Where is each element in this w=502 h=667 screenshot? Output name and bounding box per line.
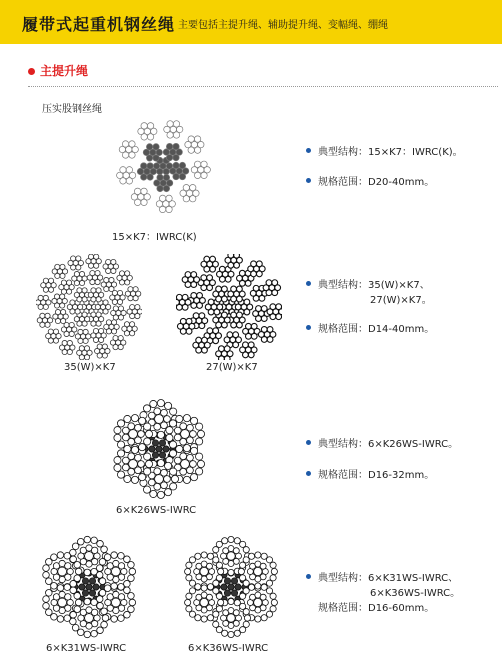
bullet-icon (306, 325, 311, 330)
rope-diagram-35wxk7 (36, 254, 142, 360)
rope-caption-15xk7: 15×K7：IWRC(K) (112, 232, 197, 243)
section-bullet-icon (28, 68, 35, 75)
bullet-icon (306, 574, 311, 579)
rope-caption-27wxk7: 27(W)×K7 (206, 362, 258, 373)
spec-structure-cont: 6×K36WS-IWRC。 (370, 588, 461, 599)
page-subtitle: 主要包括主提升绳、辅助提升绳、变幅绳、绷绳 (178, 20, 388, 31)
spec-range: 规格范围：D20-40mm。 (318, 177, 435, 188)
bullet-icon (306, 148, 311, 153)
section-title: 主提升绳 (40, 64, 89, 78)
rope-caption-6xk36ws: 6×K36WS-IWRC (188, 643, 269, 654)
rope-caption-6xk26ws: 6×K26WS-IWRC (116, 505, 197, 516)
bullet-icon (306, 281, 311, 286)
bullet-icon (306, 440, 311, 445)
rope-caption-35wxk7: 35(W)×K7 (64, 362, 116, 373)
bullet-icon (306, 471, 311, 476)
spec-structure: 典型结构：35(W)×K7、 (318, 280, 430, 291)
bullet-icon (306, 178, 311, 183)
rope-diagram-6xk31ws (36, 534, 142, 640)
rope-diagram-15xk7 (100, 108, 226, 224)
rope-diagram-6xk36ws (178, 534, 284, 640)
spec-structure: 典型结构：6×K31WS-IWRC、 (318, 573, 459, 584)
rope-caption-6xk31ws: 6×K31WS-IWRC (46, 643, 127, 654)
category-label: 压实股钢丝绳 (42, 104, 102, 115)
spec-range: 规格范围：D16-60mm。 (318, 603, 435, 614)
spec-range: 规格范围：D16-32mm。 (318, 470, 435, 481)
spec-structure: 典型结构：15×K7：IWRC(K)。 (318, 147, 463, 158)
rope-diagram-6xk26ws (106, 396, 212, 502)
section-divider (28, 86, 498, 87)
header-banner (0, 0, 502, 44)
spec-structure-cont: 27(W)×K7。 (370, 295, 432, 306)
spec-range: 规格范围：D14-40mm。 (318, 324, 435, 335)
rope-diagram-27wxk7 (176, 254, 282, 360)
spec-structure: 典型结构：6×K26WS-IWRC。 (318, 439, 459, 450)
page-title: 履带式起重机钢丝绳 (22, 15, 176, 34)
